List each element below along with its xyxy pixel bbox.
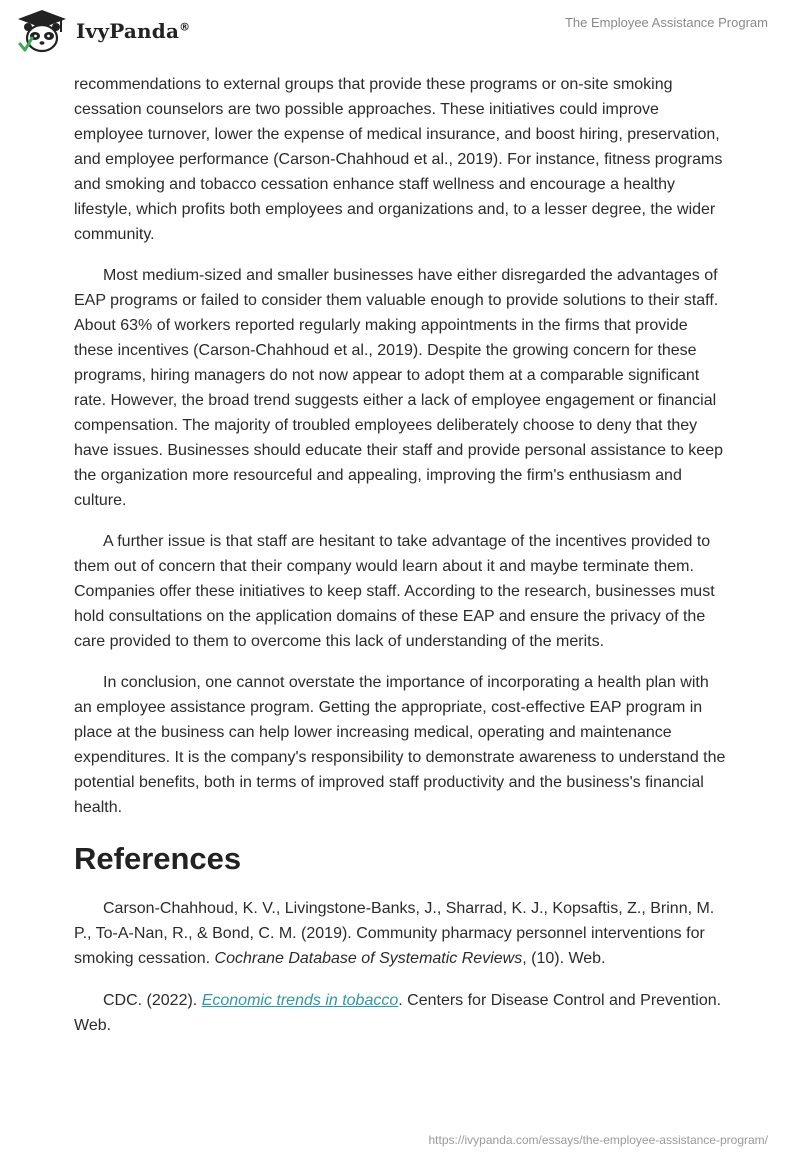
footer-url[interactable]: https://ivypanda.com/essays/the-employee-assistance-program/ <box>428 1133 768 1147</box>
reference-item <box>74 988 730 1038</box>
reference-text: . Centers for Disease Control and Prevention. Web. <box>74 992 722 1034</box>
page-header <box>0 0 800 70</box>
panda-graduate-icon <box>14 8 70 54</box>
body-paragraph: Most medium-sized and smaller businesses have either disregarded the advantages of EAP programs or failed to consider them valuable enough to provide solutions to their staff. About 63% of workers reported regularly making appointments in the firms that provide these incentives (Carson-Chahhoud et al., 2019). Despite the growing concern for these programs, hiring managers do not now appear to adopt them at a comparable significant rate. However, the broad trend suggests either a lack of employee engagement or financial compensation. The majority of troubled employees deliberately choose to deny that they have issues. Businesses should educate their staff and provide personal assistance to keep the organization more resourceful and appealing, improving the firm's enthusiasm and culture. <box>74 267 723 509</box>
reference-item <box>74 896 730 971</box>
body-paragraph: In conclusion, one cannot overstate the importance of incorporating a health plan with an employee assistance program. Getting the appropriate, cost-effective EAP program in place at the business can help lower increasing medical, operating and maintenance expenditures. It is the company's responsibility to demonstrate awareness to understand the potential benefits, both in terms of improved staff productivity and the business's financial health. <box>74 674 726 816</box>
body-paragraph: A further issue is that staff are hesitant to take advantage of the incentives provided to them out of concern that their company would learn about it and maybe terminate them. Companies offer these initiatives to keep staff. According to the research, businesses must hold consultations on the application domains of these EAP and ensure the privacy of the care provided to them to overcome this lack of understanding of the merits. <box>74 533 715 650</box>
essay-content <box>74 72 730 1038</box>
document-title: The Employee Assistance Program <box>564 15 768 30</box>
reference-text: CDC. (2022). <box>103 992 202 1009</box>
reference-text: , (10). Web. <box>522 950 606 967</box>
reference-text: Carson-Chahhoud, K. V., Livingstone-Banks, J., Sharrad, K. J., Kopsaftis, Z., Brinn, M. P., To-A-Nan, R., & Bond, C. M. (2019). Community pharmacy personnel interventions for smoking cessation. <box>74 900 715 967</box>
body-paragraph: recommendations to external groups that provide these programs or on-site smoking cessation counselors are two possible approaches. These initiatives could improve employee turnover, lower the expense of medical insurance, and boost hiring, preservation, and employee performance (Carson-Chahhoud et al., 2019). For instance, fitness programs and smoking and tobacco cessation enhance staff wellness and encourage a healthy lifestyle, which profits both employees and organizations and, to a lesser degree, the wider community. <box>74 76 723 243</box>
brand-logo[interactable] <box>14 8 190 54</box>
references-heading: References <box>74 841 242 876</box>
reference-journal: Cochrane Database of Systematic Reviews <box>214 950 523 967</box>
brand-name: IvyPanda® <box>76 19 191 43</box>
reference-link[interactable]: Economic trends in tobacco <box>201 992 399 1009</box>
